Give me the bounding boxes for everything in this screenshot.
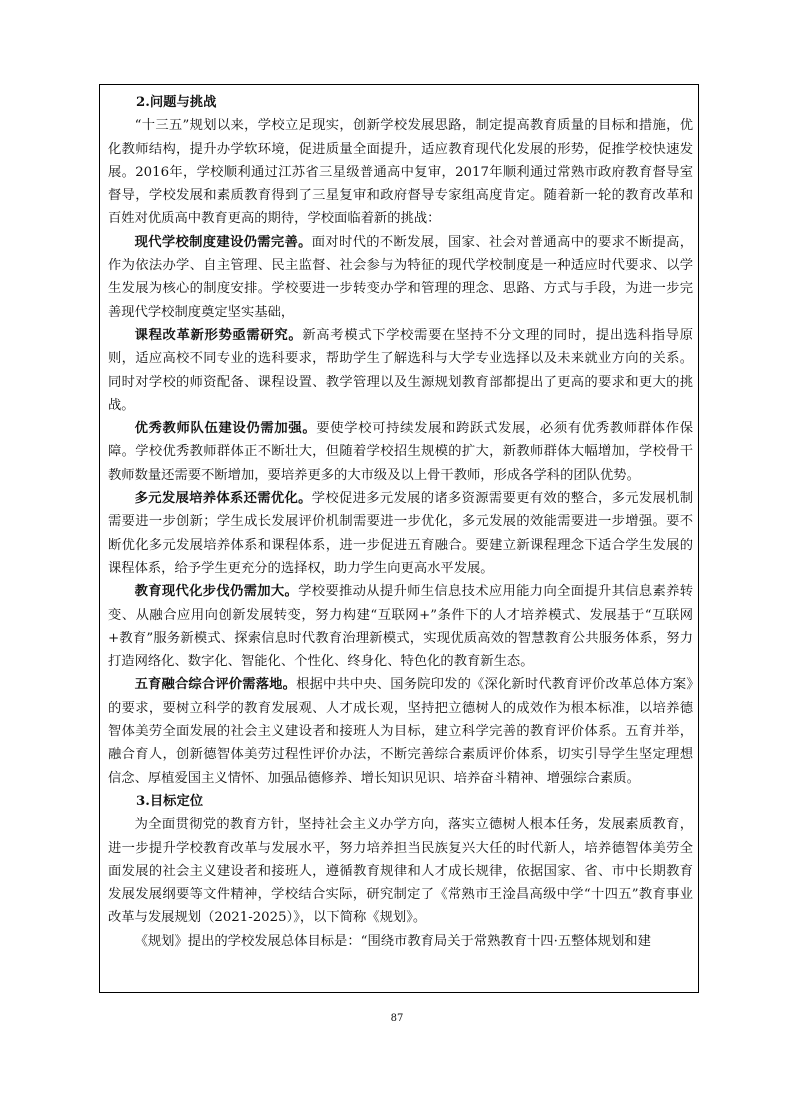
challenge-item [108, 324, 693, 417]
challenge-text: 根据中共中央、国务院印发的《深化新时代教育评价改革总体方案》的要求，要树立科学的教育发展观、人才成长观，坚持把立德树人的成效作为根本标准，以培养德智体美劳全面发展的社会主义建设者和接班人为目标，建立科学完善的教育评价体系。五育并举，融合育人，创新德智体美劳过程性评价办法，不断完善综合素质评价体系，切实引导学生坚定理想信念、厚植爱国主义情怀、加强品德修养、增长知识见识、培养奋斗精神、增强综合素质。 [108, 677, 694, 786]
challenge-text: 学校促进多元发展的诸多资源需要更有效的整合，多元发展机制需要进一步创新；学生成长发展评价机制需要进一步优化，多元发展的效能需要进一步增强。要不断优化多元发展培养体系和课程体系，进一步促进五育融合。要建立新课程理念下适合学生发展的课程体系，给予学生更充分的选择权，助力学生向更高水平发展。 [108, 491, 694, 576]
document-body [100, 85, 698, 953]
goals-paragraph: 为全面贯彻党的教育方针，坚持社会主义办学方向，落实立德树人根本任务，发展素质教育，进一步提升学校教育改革与发展水平，努力培养担当民族复兴大任的时代新人，培养德智体美劳全面发展的社会主义建设者和接班人，遵循教育规律和人才成长规律，依据国家、省、市中长期教育发展发展纲要等文件精神，学校结合实际，研究制定了《常熟市王淦昌高级中学“十四五”教育事业改革与发展规划（2021-2025）》，以下简称《规划》。 [108, 817, 693, 926]
section-heading-goals: 3.目标定位 [136, 793, 204, 809]
challenge-lead: 优秀教师队伍建设仍需加强。 [134, 421, 317, 437]
section-heading-problems: 2.问题与挑战 [136, 95, 217, 110]
problems-intro: “十三五”规划以来，学校立足现实，创新学校发展思路，制定提高教育质量的目标和措施，优化教师结构，提升办学软环境，促进质量全面提升，适应教育现代化发展的形势，促推学校快速发展。2016年，学校顺利通过江苏省三星级普通高中复审，2017年顺利通过常熟市政府教育督导室督导，学校发展和素质教育得到了三星复审和政府督导专家组高度肯定。随着新一轮的教育改革和百姓对优质高中教育更高的期待，学校面临着新的挑战： [108, 118, 693, 227]
challenge-lead: 课程改革新形势亟需研究。 [134, 327, 303, 343]
goals-paragraph-continued: 《规划》提出的学校发展总体目标是：“围绕市教育局关于常熟教育十四·五整体规划和建 [134, 933, 651, 949]
challenge-item [108, 487, 693, 580]
challenge-item [108, 417, 693, 487]
page-number: 87 [390, 1013, 404, 1024]
challenge-item [108, 580, 693, 673]
challenge-text: 新高考模式下学校需要在坚持不分文理的同时，提出选科指导原则，适应高校不同专业的选科要求，帮助学生了解选科与大学专业选择以及未来就业方向的关系。同时对学校的师资配备、课程设置、教学管理以及生源规划教育部都提出了更高的要求和更大的挑战。 [108, 327, 694, 413]
challenge-item [108, 231, 693, 324]
challenge-lead: 多元发展培养体系还需优化。 [134, 491, 312, 507]
challenge-text: 学校要推动从提升师生信息技术应用能力向全面提升其信息素养转变、从融合应用向创新发展转变，努力构建“互联网+”条件下的人才培养模式、发展基于“互联网+教育”服务新模式、探索信息时代教育治理新模式，实现优质高效的智慧教育公共服务体系，努力打造网络化、数字化、智能化、个性化、终身化、特色化的教育新生态。 [108, 584, 694, 670]
content-table-cell [99, 84, 699, 993]
challenge-lead: 教育现代化步伐仍需加大。 [134, 584, 299, 600]
challenge-lead: 现代学校制度建设仍需完善。 [134, 234, 312, 250]
challenge-text: 要使学校可持续发展和跨跃式发展，必须有优秀教师群体作保障。学校优秀教师群体正不断壮大，但随着学校招生规模的扩大，新教师群体大幅增加，学校骨干教师数量还需要不断增加，要培养更多的大市级及以上骨干教师，形成各学科的团队优势。 [108, 421, 693, 483]
challenge-item [108, 673, 693, 789]
challenge-lead: 五育融合综合评价需落地。 [134, 677, 297, 693]
challenge-text: 面对时代的不断发展，国家、社会对普通高中的要求不断提高，作为依法办学、自主管理、民主监督、社会参与为特征的现代学校制度是一种适应时代要求、以学生发展为核心的制度安排。学校要进一步转变办学和管理的理念、思路、方式与手段，为进一步完善现代学校制度奠定坚实基础， [108, 234, 694, 320]
